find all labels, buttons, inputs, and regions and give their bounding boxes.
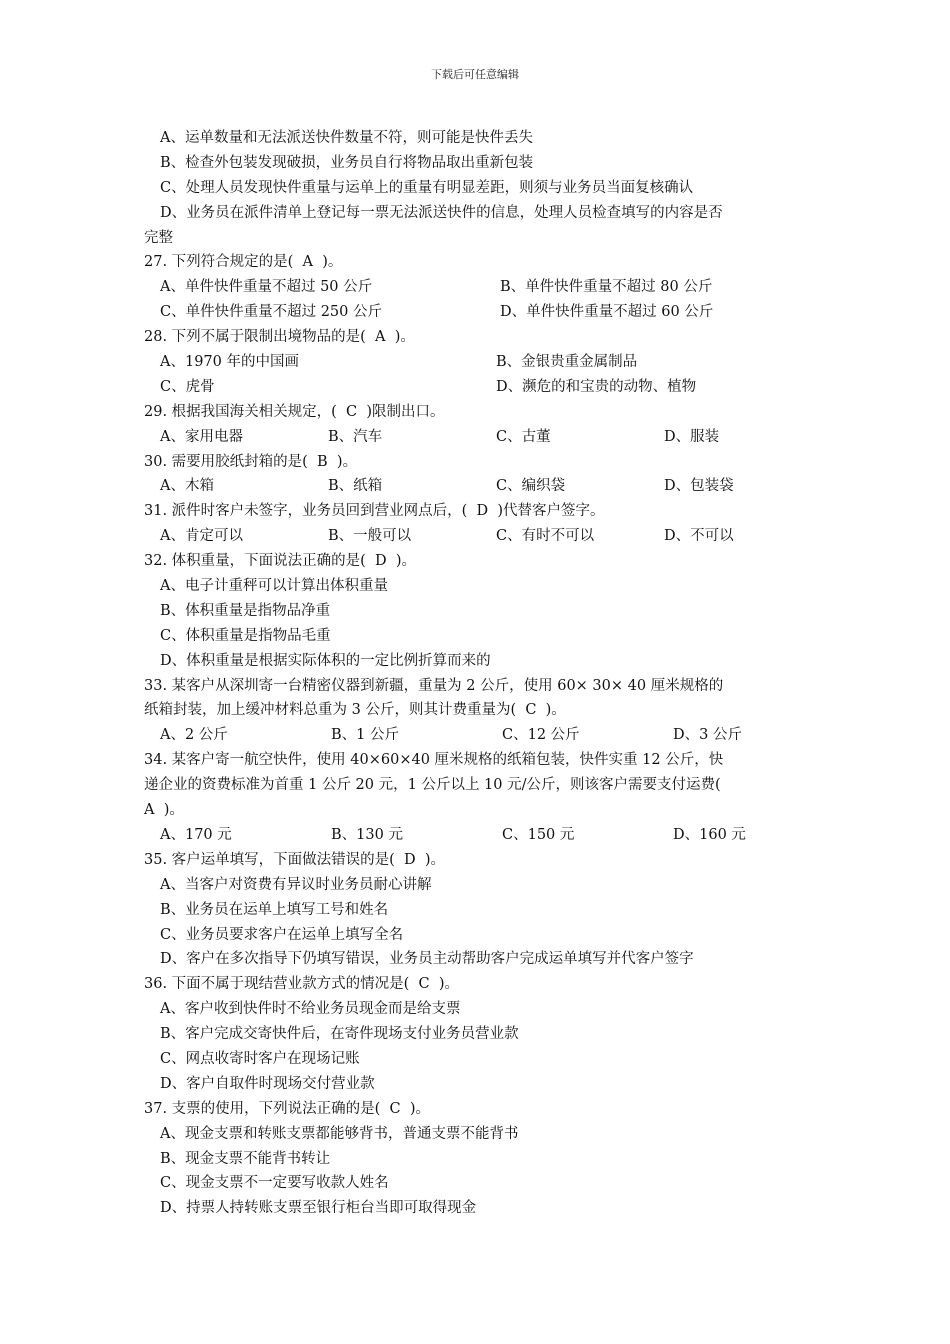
q27-options-row-2	[144, 300, 814, 325]
q33-question: 33. 某客户从深圳寄一台精密仪器到新疆，重量为 2 公斤，使用 60× 30× 40 厘米规格的	[144, 677, 724, 694]
q37-option-c: C、现金支票不一定要写收款人姓名	[160, 1175, 389, 1192]
q32-option-c: C、体积重量是指物品毛重	[160, 627, 331, 644]
q31-option-c: C、有时不可以	[496, 528, 595, 545]
q28-options-row-1	[144, 350, 814, 375]
q28-option-c: C、虎骨	[160, 378, 215, 395]
q31-option-b: B、一般可以	[328, 528, 412, 545]
page-header: 下载后可任意编辑	[431, 68, 519, 81]
q34-option-d: D、160 元	[673, 826, 746, 843]
q29-option-d: D、服装	[664, 428, 720, 445]
q34-option-c: C、150 元	[502, 826, 575, 843]
q36-option-a: A、客户收到快件时不给业务员现金而是给支票	[160, 1001, 461, 1018]
q33-option-a: A、2 公斤	[160, 727, 228, 744]
q29-option-a: A、家用电器	[160, 428, 243, 445]
q30-option-c: C、编织袋	[496, 478, 566, 495]
q27-option-d: D、单件快件重量不超过 60 公斤	[500, 304, 714, 321]
q32-question: 32. 体积重量，下面说法正确的是( D )。	[144, 553, 417, 570]
q26-option-d: D、业务员在派件清单上登记每一票无法派送快件的信息，处理人员检查填写的内容是否	[160, 204, 723, 221]
q34-question: 34. 某客户寄一航空快件，使用 40×60×40 厘米规格的纸箱包装，快件实重 12 公斤，快	[144, 752, 724, 769]
q30-options	[144, 474, 814, 499]
q31-options	[144, 524, 814, 549]
q27-option-a: A、单件快件重量不超过 50 公斤	[160, 279, 373, 296]
q27-question: 27. 下列符合规定的是( A )。	[144, 254, 343, 271]
q34-option-a: A、170 元	[160, 826, 232, 843]
q27-option-c: C、单件快件重量不超过 250 公斤	[160, 304, 382, 321]
q28-option-d: D、濒危的和宝贵的动物、植物	[496, 378, 697, 395]
q28-option-a: A、1970 年的中国画	[160, 354, 299, 371]
q33-option-b: B、1 公斤	[331, 727, 399, 744]
q28-question: 28. 下列不属于限制出境物品的是( A )。	[144, 329, 415, 346]
q26-option-d-continued: 完整	[144, 229, 173, 246]
q32-option-d: D、体积重量是根据实际体积的一定比例折算而来的	[160, 652, 491, 669]
q26-option-c: C、处理人员发现快件重量与运单上的重量有明显差距，则须与业务员当面复核确认	[160, 179, 694, 196]
q27-options-row-1	[144, 275, 814, 300]
q29-question: 29. 根据我国海关相关规定，( C )限制出口。	[144, 403, 445, 420]
q32-option-a: A、电子计重秤可以计算出体积重量	[160, 578, 388, 595]
q31-option-d: D、不可以	[664, 528, 734, 545]
q29-option-c: C、古董	[496, 428, 551, 445]
q30-question: 30. 需要用胶纸封箱的是( B )。	[144, 453, 358, 470]
q34-answer-line: A )。	[144, 802, 184, 819]
q34-option-b: B、130 元	[331, 826, 403, 843]
q37-option-b: B、现金支票不能背书转让	[160, 1150, 331, 1167]
q36-question: 36. 下面不属于现结营业款方式的情况是( C )。	[144, 976, 460, 993]
q31-option-a: A、肯定可以	[160, 528, 243, 545]
q26-option-b: B、检查外包装发现破损，业务员自行将物品取出重新包装	[160, 154, 534, 171]
question-list	[144, 126, 814, 1221]
q27-option-b: B、单件快件重量不超过 80 公斤	[500, 279, 713, 296]
q29-option-b: B、汽车	[328, 428, 383, 445]
q30-option-a: A、木箱	[160, 478, 214, 495]
q26-option-a: A、运单数量和无法派送快件数量不符，则可能是快件丢失	[160, 130, 533, 146]
q28-options-row-2	[144, 375, 814, 400]
q36-option-c: C、网点收寄时客户在现场记账	[160, 1050, 360, 1067]
q28-option-b: B、金银贵重金属制品	[496, 354, 638, 371]
q35-option-a: A、当客户对资费有异议时业务员耐心讲解	[160, 876, 432, 893]
q33-option-c: C、12 公斤	[502, 727, 580, 744]
q30-option-b: B、纸箱	[328, 478, 383, 495]
q35-option-d: D、客户在多次指导下仍填写错误，业务员主动帮助客户完成运单填写并代客户签字	[160, 951, 694, 968]
q34-options	[144, 823, 814, 848]
q37-option-d: D、持票人持转账支票至银行柜台当即可取得现金	[160, 1200, 477, 1217]
q37-question: 37. 支票的使用，下列说法正确的是( C )。	[144, 1100, 431, 1117]
q33-question-continued: 纸箱封装，加上缓冲材料总重为 3 公斤，则其计费重量为( C )。	[144, 702, 566, 719]
q35-option-c: C、业务员要求客户在运单上填写全名	[160, 926, 404, 943]
q36-option-b: B、客户完成交寄快件后，在寄件现场支付业务员营业款	[160, 1026, 519, 1043]
q32-option-b: B、体积重量是指物品净重	[160, 602, 331, 619]
q35-option-b: B、业务员在运单上填写工号和姓名	[160, 901, 389, 918]
q34-question-continued: 递企业的资费标准为首重 1 公斤 20 元，1 公斤以上 10 元/公斤，则该客户需要支付运费(	[144, 777, 721, 794]
q30-option-d: D、包装袋	[664, 478, 734, 495]
q31-question: 31. 派件时客户未签字，业务员回到营业网点后，( D )代替客户签字。	[144, 503, 605, 520]
q35-question: 35. 客户运单填写，下面做法错误的是( D )。	[144, 851, 446, 868]
q29-options	[144, 425, 814, 450]
q33-options	[144, 723, 814, 748]
q33-option-d: D、3 公斤	[673, 727, 742, 744]
q36-option-d: D、客户自取件时现场交付营业款	[160, 1075, 375, 1092]
q37-option-a: A、现金支票和转账支票都能够背书，普通支票不能背书	[160, 1125, 519, 1142]
